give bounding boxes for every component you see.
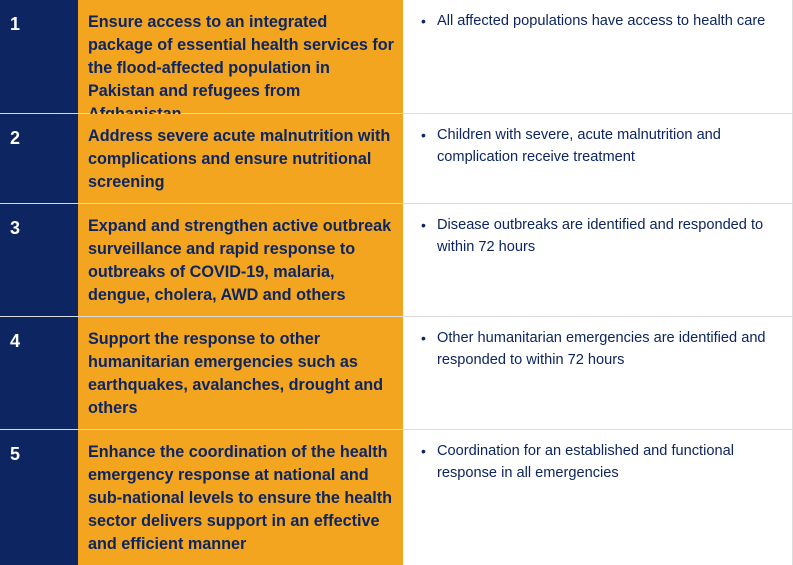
objective-text: Expand and strengthen active outbreak surveillance and rapid response to outbreaks of COVID-19, malaria, dengue, cholera, AWD and others xyxy=(78,204,403,316)
outcome-cell xyxy=(403,317,793,429)
list-item xyxy=(421,441,780,484)
row-number: 1 xyxy=(0,0,78,113)
list-item xyxy=(421,11,780,33)
outcome-text: Children with severe, acute malnutrition and complication receive treatment xyxy=(437,127,721,165)
objective-text: Enhance the coordination of the health emergency response at national and sub-national levels to ensure the health sector delivers support in an effective and efficient manner xyxy=(78,430,403,565)
bullet-icon: • xyxy=(421,13,426,29)
row-number: 5 xyxy=(0,430,78,565)
row-number: 4 xyxy=(0,317,78,429)
row-number: 3 xyxy=(0,204,78,316)
bullet-icon: • xyxy=(421,217,426,233)
row-number: 2 xyxy=(0,114,78,203)
outcome-text: All affected populations have access to health care xyxy=(437,13,766,29)
list-item xyxy=(421,328,780,371)
outcome-text: Other humanitarian emergencies are identified and responded to within 72 hours xyxy=(437,330,766,368)
list-item xyxy=(421,215,780,258)
objective-text: Ensure access to an integrated package of essential health services for the flood-affected population in Pakistan and refugees from xyxy=(78,0,403,113)
objective-text: Address severe acute malnutrition with complications and ensure nutritional screening xyxy=(78,114,403,203)
outcome-cell xyxy=(403,204,793,316)
outcome-text: Disease outbreaks are identified and responded to within 72 hours xyxy=(437,217,764,255)
outcome-cell xyxy=(403,114,793,203)
outcome-text: Coordination for an established and functional response in all emergencies xyxy=(437,443,734,481)
bullet-icon: • xyxy=(421,127,426,143)
outcome-cell xyxy=(403,0,793,113)
bullet-icon: • xyxy=(421,330,426,346)
list-item xyxy=(421,125,780,168)
bullet-icon: • xyxy=(421,443,426,459)
objective-text: Support the response to other humanitarian emergencies such as earthquakes, avalanches, drought and others xyxy=(78,317,403,429)
outcome-cell xyxy=(403,430,793,565)
